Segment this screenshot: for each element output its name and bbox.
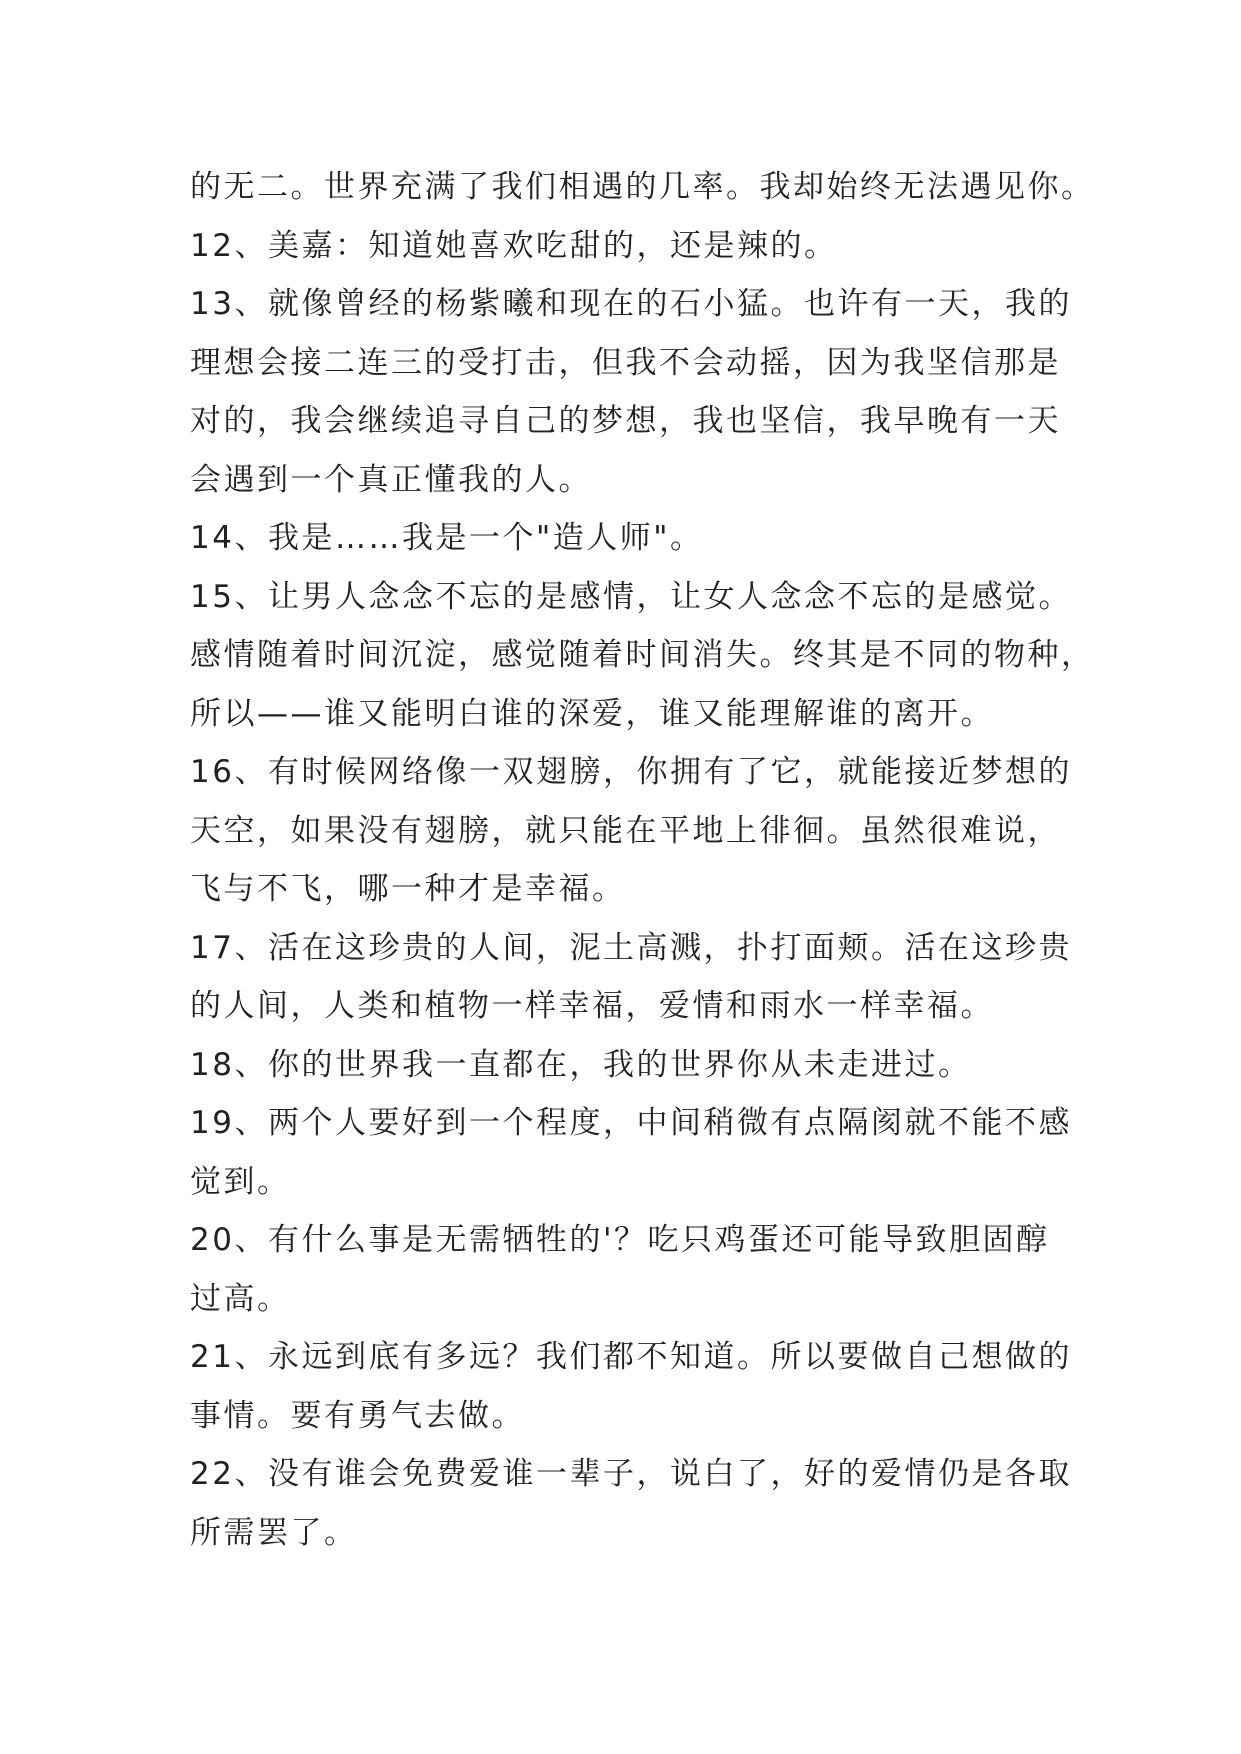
text-line: 21、永远到底有多远？我们都不知道。所以要做自己想做的 [190,1339,1072,1375]
text-line: 的人间，人类和植物一样幸福，爱情和雨水一样幸福。 [190,988,994,1024]
text-line: 对的，我会继续追寻自己的梦想，我也坚信，我早晚有一天 [190,403,1061,439]
text-line: 天空，如果没有翅膀，就只能在平地上徘徊。虽然很难说， [190,812,1061,849]
text-line: 所以——谁又能明白谁的深爱，谁又能理解谁的离开。 [190,695,994,732]
text-line: 22、没有谁会免费爱谁一辈子，说白了，好的爱情仍是各取 [190,1456,1072,1492]
text-line: 飞与不飞，哪一种才是幸福。 [190,871,626,907]
text-line: 13、就像曾经的杨紫曦和现在的石小猛。也许有一天，我的 [190,286,1072,322]
text-line: 的无二。世界充满了我们相遇的几率。我却始终无法遇见你。 [190,169,1095,205]
text-line: 20、有什么事是无需牺牲的'？吃只鸡蛋还可能导致胆固醇 [190,1222,1050,1258]
text-line: 18、你的世界我一直都在，我的世界你从未走进过。 [190,1046,972,1083]
text-line: 觉到。 [190,1163,291,1200]
text-line: 理想会接二连三的受打击，但我不会动摇，因为我坚信那是 [190,344,1061,381]
text-line: 17、活在这珍贵的人间，泥土高溅，扑打面颊。活在这珍贵 [190,929,1072,966]
text-line: 15、让男人念念不忘的是感情，让女人念念不忘的是感觉。 [190,578,1072,615]
text-line: 14、我是……我是一个"造人师"。 [190,520,704,556]
text-line: 事情。要有勇气去做。 [190,1397,525,1434]
text-line: 12、美嘉：知道她喜欢吃甜的，还是辣的。 [190,227,838,264]
text-line: 感情随着时间沉淀，感觉随着时间消失。终其是不同的物种， [190,637,1095,673]
text-line: 所需罢了。 [190,1514,358,1551]
text-line: 会遇到一个真正懂我的人。 [190,461,592,498]
text-line: 19、两个人要好到一个程度，中间稍微有点隔阂就不能不感 [190,1105,1072,1141]
text-line: 过高。 [190,1280,291,1317]
text-line: 16、有时候网络像一双翅膀，你拥有了它，就能接近梦想的 [190,754,1072,790]
document-body [190,158,1095,1562]
